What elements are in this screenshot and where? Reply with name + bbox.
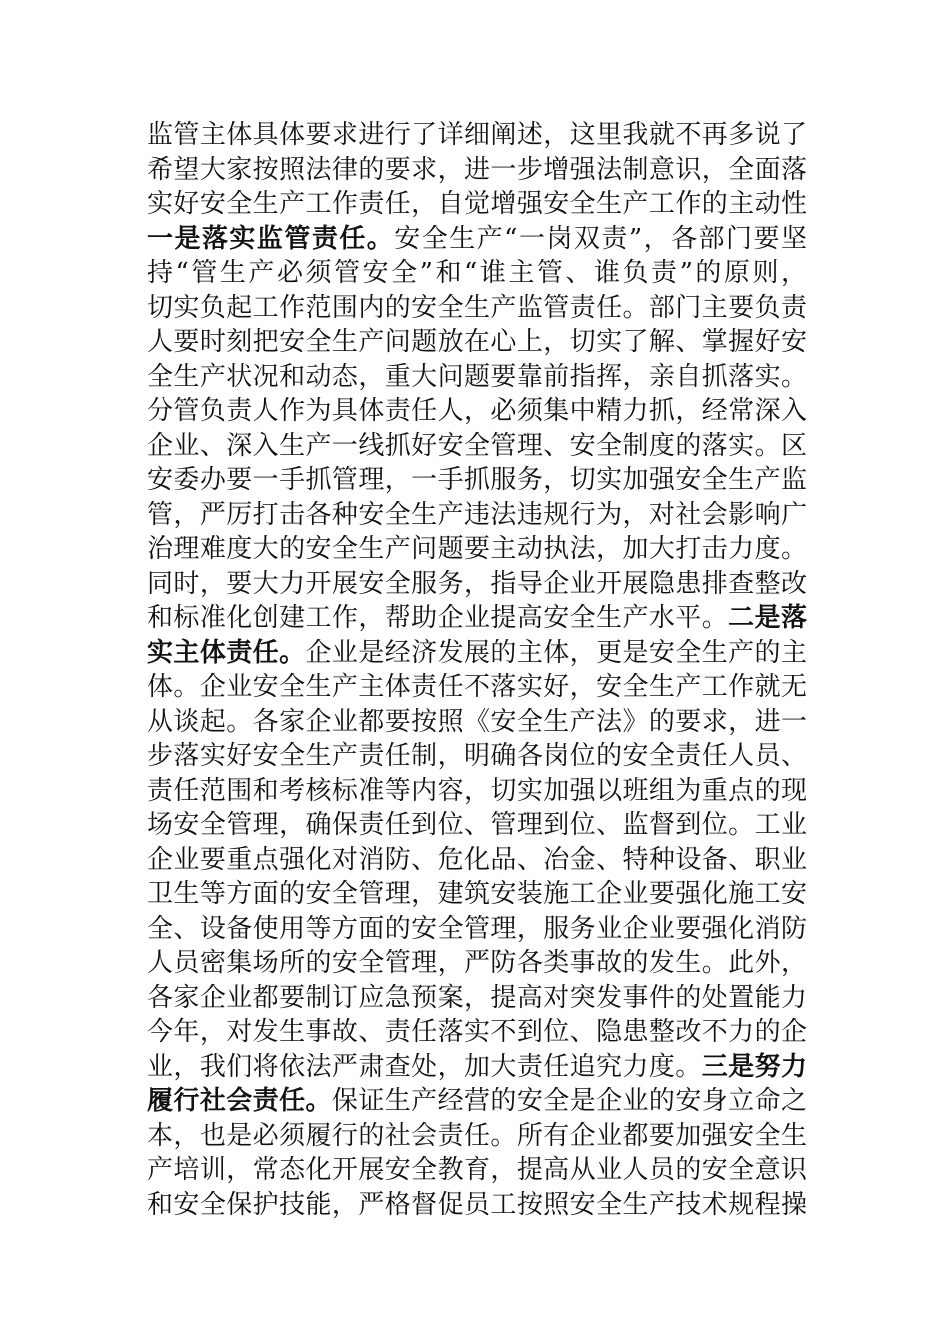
text-line (147, 360, 807, 395)
paragraph-text: 体。企业安全生产主体责任不落实好，安全生产工作就无 (147, 672, 807, 702)
paragraph-text: 从谈起。各家企业都要按照《安全生产法》的要求，进一 (147, 706, 807, 737)
paragraph-text: 企业是经济发展的主体，更是安全生产的主 (305, 637, 807, 668)
paragraph-text: 人员密集场所的安全管理，严防各类事故的发生。此外， (147, 948, 807, 978)
text-line (147, 463, 807, 498)
text-line (147, 222, 807, 257)
paragraph-text: 和标准化创建工作，帮助企业提高安全生产水平。 (147, 603, 729, 633)
text-line (147, 1084, 807, 1119)
text-line (147, 118, 807, 153)
text-line (147, 808, 807, 843)
body-text (147, 118, 807, 1222)
paragraph-text: 切实负起工作范围内的安全生产监管责任。部门主要负责 (147, 292, 807, 323)
paragraph-text: 企业、深入生产一线抓好安全管理、安全制度的落实。区 (147, 430, 807, 461)
paragraph-text: 同时，要大力开展安全服务，指导企业开展隐患排查整改 (147, 568, 807, 599)
text-line (147, 187, 807, 222)
paragraph-text: 全生产状况和动态，重大问题要靠前指挥，亲自抓落实。 (147, 361, 807, 392)
bold-heading-text: 履行社会责任。 (147, 1086, 332, 1116)
paragraph-text: 本，也是必须履行的社会责任。所有企业都要加强安全生 (147, 1120, 807, 1151)
paragraph-text: 实好安全生产工作责任，自觉增强安全生产工作的主动性 (147, 189, 807, 219)
text-line (147, 498, 807, 533)
text-line (147, 981, 807, 1016)
text-line (147, 601, 807, 636)
text-line (147, 256, 807, 291)
paragraph-text: 希望大家按照法律的要求，进一步增强法制意识，全面落 (147, 154, 807, 185)
text-line (147, 1188, 807, 1223)
text-line (147, 567, 807, 602)
paragraph-text: 各家企业都要制订应急预案，提高对突发事件的处置能力 (147, 982, 807, 1013)
text-line (147, 670, 807, 705)
paragraph-text: 卫生等方面的安全管理，建筑安装施工企业要强化施工安 (147, 879, 807, 909)
paragraph-text: 保证生产经营的安全是企业的安身立命之 (331, 1086, 807, 1116)
text-line (147, 325, 807, 360)
paragraph-text: 步落实好安全生产责任制，明确各岗位的安全责任人员、 (147, 741, 807, 771)
text-line (147, 946, 807, 981)
paragraph-text: 安委办要一手抓管理，一手抓服务，切实加强安全生产监 (147, 465, 807, 495)
paragraph-text: 业，我们将依法严肃查处，加大责任追究力度。 (147, 1051, 702, 1082)
paragraph-text: 人要时刻把安全生产问题放在心上，切实了解、掌握好安 (147, 327, 807, 357)
text-line (147, 774, 807, 809)
text-line (147, 1015, 807, 1050)
paragraph-text: 持“管生产必须管安全”和“谁主管、谁负责”的原则， (147, 258, 807, 288)
bold-heading-text: 实主体责任。 (147, 637, 306, 668)
paragraph-text: 安全生产“一岗双责”，各部门要坚 (394, 223, 807, 254)
paragraph-text: 监管主体具体要求进行了详细阐述，这里我就不再多说了 (147, 120, 807, 150)
text-line (147, 705, 807, 740)
paragraph-text: 和安全保护技能，严格督促员工按照安全生产技术规程操 (147, 1189, 807, 1220)
text-line (147, 291, 807, 326)
text-line (147, 843, 807, 878)
paragraph-text: 今年，对发生事故、责任落实不到位、隐患整改不力的企 (147, 1017, 807, 1047)
paragraph-text: 责任范围和考核标准等内容，切实加强以班组为重点的现 (147, 775, 807, 806)
text-line (147, 1119, 807, 1154)
text-line (147, 429, 807, 464)
paragraph-text: 分管负责人作为具体责任人，必须集中精力抓，经常深入 (147, 396, 807, 426)
paragraph-text: 场安全管理，确保责任到位、管理到位、监督到位。工业 (147, 810, 807, 840)
paragraph-text: 产培训，常态化开展安全教育，提高从业人员的安全意识 (147, 1155, 807, 1185)
paragraph-text: 治理难度大的安全生产问题要主动执法，加大打击力度。 (147, 534, 807, 564)
text-line (147, 636, 807, 671)
bold-heading-text: 二是落 (728, 603, 807, 633)
text-line (147, 532, 807, 567)
bold-heading-text: 一是落实监管责任。 (147, 223, 395, 254)
paragraph-text: 全、设备使用等方面的安全管理，服务业企业要强化消防 (147, 913, 807, 944)
text-line (147, 1050, 807, 1085)
text-line (147, 739, 807, 774)
paragraph-text: 管，严厉打击各种安全生产违法违规行为，对社会影响广 (147, 499, 807, 530)
text-line (147, 912, 807, 947)
text-line (147, 1153, 807, 1188)
bold-heading-text: 三是努力 (701, 1051, 807, 1082)
text-line (147, 877, 807, 912)
paragraph-text: 企业要重点强化对消防、危化品、冶金、特种设备、职业 (147, 844, 807, 875)
text-line (147, 153, 807, 188)
text-line (147, 394, 807, 429)
